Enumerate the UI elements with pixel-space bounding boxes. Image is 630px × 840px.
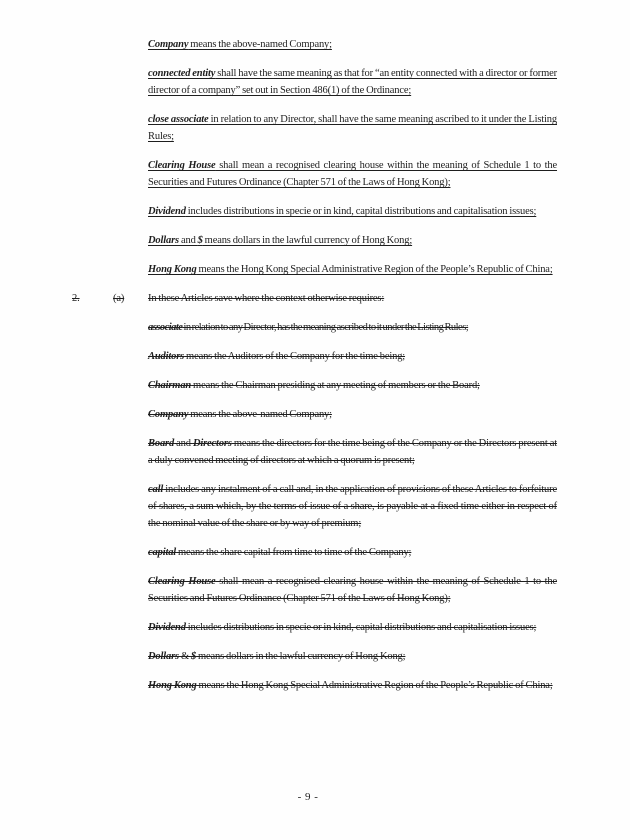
definition-dollars: [148, 232, 557, 249]
defined-term: Hong Kong: [148, 680, 197, 691]
deleted-definition-hong-kong: [148, 677, 557, 694]
defined-term: Dividend: [148, 622, 186, 633]
definition-text: shall mean a recognised clearing house within the meaning of Schedule 1 to the Securities and Futures Ordinance (Chapter 571 of the Laws of Hong Kong);: [148, 160, 558, 188]
defined-term: associate: [148, 322, 183, 333]
defined-term: call: [148, 484, 164, 495]
clause-number: 2.: [72, 293, 80, 304]
defined-term: Dividend: [148, 206, 186, 217]
deleted-definition-company: [148, 406, 557, 423]
definition-text: means the share capital from time to time of the Company;: [176, 547, 412, 558]
defined-term: Company: [148, 409, 189, 420]
defined-term: Company: [148, 39, 189, 50]
definition-text: includes any instalment of a call and, in the application of provisions of these Articles to forfeiture of shares, a sum which, by the terms of issue of a share, is payable at a fixed time either in respect of the nominal value of the share or by way of premium;: [148, 484, 557, 529]
definition-text: &: [179, 651, 191, 662]
definition-text: means the Hong Kong Special Administrative Region of the People’s Republic of China;: [196, 264, 553, 275]
defined-term: Chairman: [148, 380, 192, 391]
deleted-definition-clearing-house: [148, 573, 557, 607]
deleted-definition-dividend: [148, 619, 557, 636]
definition-text: in relation to any Director, shall have the same meaning ascribed to it under the Listing Rules;: [148, 114, 557, 142]
defined-term: $: [197, 235, 203, 246]
definition-text: In these Articles save where the context otherwise requires:: [148, 293, 385, 304]
deleted-definition-auditors: [148, 348, 557, 365]
definition-clearing-house: [148, 157, 557, 191]
defined-term: Dollars: [148, 235, 179, 246]
defined-term: Auditors: [148, 351, 185, 362]
page-number: - 9 -: [297, 791, 319, 803]
definition-text: includes distributions in specie or in kind, capital distributions and capitalisation issues;: [185, 206, 537, 217]
definition-text: means dollars in the lawful currency of Hong Kong;: [196, 651, 406, 662]
defined-term: capital: [148, 547, 177, 558]
definition-text: means the above-named Company;: [188, 39, 332, 50]
definition-dividend: [148, 203, 557, 220]
definition-text: includes distributions in specie or in kind, capital distributions and capitalisation issues;: [185, 622, 537, 633]
inserted-definitions: [148, 36, 557, 278]
deleted-definition-associate: [148, 319, 557, 336]
deleted-definition-capital: [148, 544, 557, 561]
defined-term: close associate: [148, 114, 209, 125]
definition-text: means the directors for the time being of the Company or the Directors present at a duly convened meeting of directors at which a quorum is present;: [148, 438, 557, 466]
definition-text: and: [179, 235, 198, 246]
deleted-definition-dollars: [148, 648, 557, 665]
definition-text: shall have the same meaning as that for “an entity connected with a director or former director of a company” set out in Section 486(1) of the Ordinance;: [148, 68, 557, 96]
deleted-definitions: [72, 290, 558, 694]
definition-text: means the Hong Kong Special Administrative Region of the People’s Republic of China;: [196, 680, 553, 691]
definition-text: means the Chairman presiding at any meeting of members or the Board;: [191, 380, 480, 391]
deleted-definition-chairman: [148, 377, 557, 394]
definition-text: means the above-named Company;: [188, 409, 332, 420]
deleted-clause-2a-intro: [72, 290, 557, 307]
definition-text: means the Auditors of the Company for the time being;: [184, 351, 406, 362]
definition-text: shall mean a recognised clearing house within the meaning of Schedule 1 to the Securities and Futures Ordinance (Chapter 571 of the Laws of Hong Kong);: [148, 576, 558, 604]
defined-term: Clearing House: [148, 160, 216, 171]
defined-term: Dollars: [148, 651, 179, 662]
definition-connected-entity: [148, 65, 557, 99]
definition-text: means dollars in the lawful currency of Hong Kong;: [202, 235, 413, 246]
deleted-definition-board-directors: [148, 435, 557, 469]
defined-term: Board: [148, 438, 175, 449]
clause-letter: (a): [113, 293, 125, 304]
document-content: [72, 36, 558, 706]
definition-company: [148, 36, 557, 53]
defined-term: $: [190, 651, 197, 662]
definition-text: in relation to any Director, has the meaning ascribed to it under the Listing Rules;: [182, 322, 469, 333]
definition-text: and: [174, 438, 193, 449]
defined-term: Directors: [192, 438, 232, 449]
deleted-definition-call: [148, 481, 557, 532]
definition-hong-kong: [148, 261, 557, 278]
defined-term: connected entity: [148, 68, 216, 79]
defined-term: Clearing House: [148, 576, 216, 587]
defined-term: Hong Kong: [148, 264, 197, 275]
definition-close-associate: [148, 111, 557, 145]
